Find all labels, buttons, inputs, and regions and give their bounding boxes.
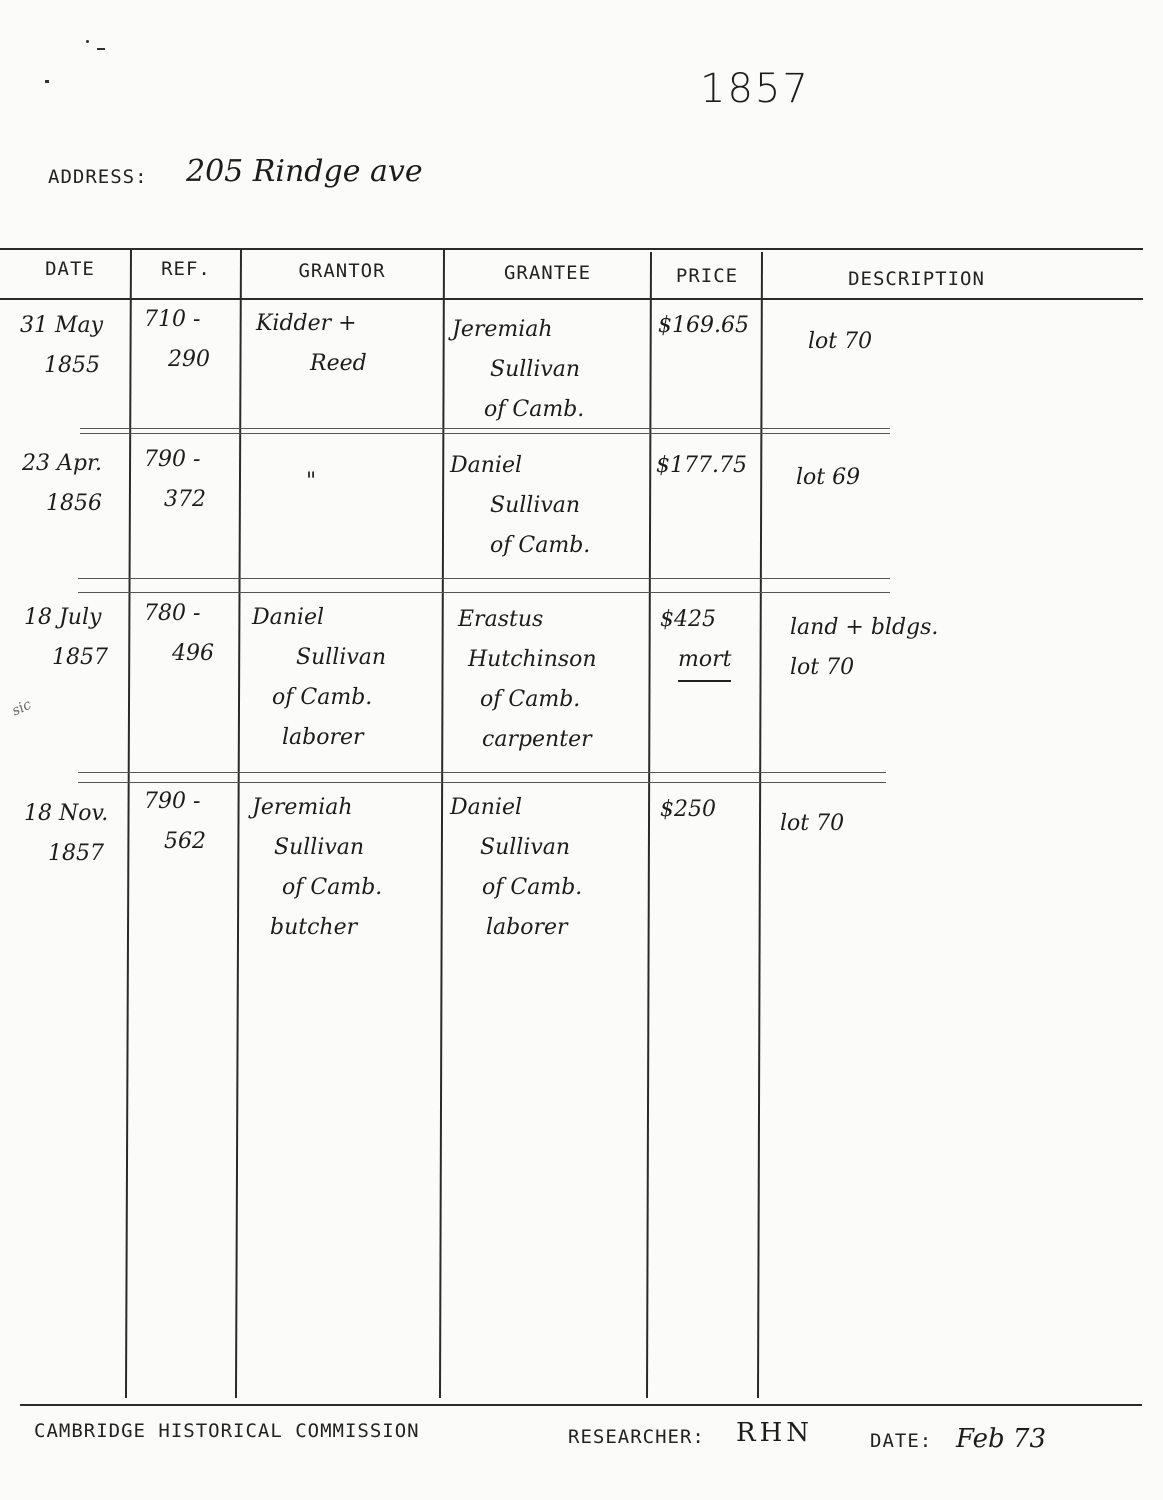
row-separator (80, 433, 890, 434)
row4-ref: 790 - 562 (144, 789, 206, 854)
stray-mark (86, 40, 89, 43)
row2-description: lot 69 (796, 465, 861, 490)
column-header-price: PRICE (675, 265, 739, 287)
column-header-grantee: GRANTEE (503, 262, 592, 284)
row1-description: lot 70 (808, 329, 873, 354)
row3-grantee: Erastus Hutchinson of Camb. carpenter (458, 607, 597, 752)
row3-description: land + bldgs. lot 70 (790, 615, 939, 680)
row3-price: $425 mort (660, 600, 731, 682)
column-header-ref: REF. (161, 258, 211, 280)
table-top-rule (0, 248, 1143, 250)
column-header-description: DESCRIPTION (848, 268, 985, 290)
row-separator (78, 772, 886, 773)
column-header-date: DATE (45, 258, 95, 280)
row4-grantee: Daniel Sullivan of Camb. laborer (450, 795, 583, 940)
row1-price: $169.65 (658, 313, 749, 338)
date-label: DATE: (870, 1430, 933, 1452)
column-divider (235, 248, 242, 1398)
year-note: 1857 (700, 66, 810, 112)
column-divider (125, 248, 132, 1398)
footer-rule (20, 1404, 1142, 1406)
address-value: 205 Rindge ave (186, 154, 423, 189)
stray-mark (45, 80, 49, 83)
row2-grantor: " (306, 469, 317, 494)
row2-date: 23 Apr. 1856 (22, 451, 103, 516)
row3-date: 18 July 1857 (24, 605, 108, 670)
row2-grantee: Daniel Sullivan of Camb. (450, 453, 591, 558)
stray-mark (97, 48, 105, 50)
date-value: Feb 73 (956, 1424, 1046, 1454)
column-header-grantor: GRANTOR (298, 260, 386, 282)
row4-date: 18 Nov. 1857 (24, 801, 109, 866)
row1-date: 31 May 1855 (20, 313, 104, 378)
row1-grantee: Jeremiah Sullivan of Camb. (452, 317, 585, 422)
row-separator (78, 578, 890, 579)
footer-org: CAMBRIDGE HISTORICAL COMMISSION (34, 1420, 420, 1442)
researcher-value: RHN (736, 1418, 813, 1448)
address-label: ADDRESS: (48, 166, 148, 188)
row4-description: lot 70 (780, 811, 845, 836)
margin-note: sic (9, 696, 34, 720)
row-separator (78, 592, 890, 593)
row2-ref: 790 - 372 (144, 447, 206, 512)
column-divider (646, 252, 652, 1398)
row3-price-note: mort (678, 640, 731, 682)
researcher-label: RESEARCHER: (568, 1426, 705, 1448)
row1-ref: 710 - 290 (144, 307, 210, 372)
row2-price: $177.75 (656, 453, 747, 478)
column-divider (757, 252, 763, 1398)
row4-price: $250 (660, 797, 716, 822)
row3-ref: 780 - 496 (144, 601, 214, 666)
row3-grantor: Daniel Sullivan of Camb. laborer (252, 605, 387, 750)
row1-grantor: Kidder + Reed (256, 311, 367, 376)
row4-grantor: Jeremiah Sullivan of Camb. butcher (252, 795, 383, 940)
column-divider (439, 248, 445, 1398)
